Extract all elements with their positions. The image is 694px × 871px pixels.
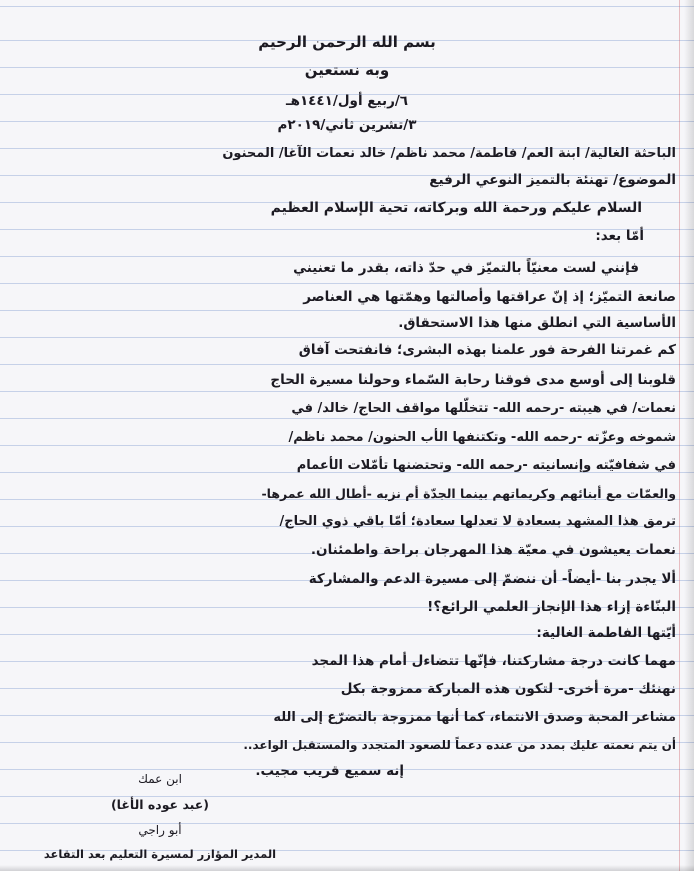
body-line-16: نهنئك -مرة أخرى- لتكون هذه المباركة ممزوجة بكل xyxy=(340,681,676,697)
body-line-19: إنه سميع قريب مجيب. xyxy=(255,763,404,779)
date-gregorian: ٣/تشرين ثاني/٢٠١٩م xyxy=(277,117,417,133)
body-line-2: صانعة التميّز؛ إذ إنّ عراقتها وأصالتها وهمّتها هي العناصر xyxy=(303,289,676,305)
closing: ابن عمك xyxy=(138,772,182,786)
body-line-18: أن يتم نعمته عليك بمدد من عنده دعماً للصعود المتجدد والمستقبل الواعد.. xyxy=(243,738,676,752)
basmala: بسم الله الرحمن الرحيم xyxy=(258,33,436,51)
sender-name: (عبد عوده الأغا) xyxy=(110,797,210,812)
body-line-5: قلوبنا إلى أوسع مدى فوقنا رحابة السّماء وحولنا مسيرة الحاج xyxy=(270,372,676,388)
body-line-13: البنّاءة إزاء هذا الإنجاز العلمي الرائع؟! xyxy=(427,599,676,615)
amma-baad: أمّا بعد: xyxy=(595,228,644,244)
body-line-10: ترمق هذا المشهد بسعادة لا تعدلها سعادة؛ أمّا باقي ذوي الحاج/ xyxy=(279,514,676,529)
sender-title: أبو راجي xyxy=(138,823,182,837)
body-line-8: في شفافيّته وإنسانيته -رحمه الله- وتحتضنها تأمّلات الأعمام xyxy=(296,458,676,473)
body-line-11: نعمات يعيشون في معيّة هذا المهرجان براحة واطمئنان. xyxy=(310,542,676,558)
invocation: وبه نستعين xyxy=(304,61,390,79)
subject-line: الموضوع/ تهنئة بالتميز النوعي الرفيع xyxy=(429,172,676,188)
paper-bottom-shadow xyxy=(0,865,694,871)
body-line-7: شموخه وعزّته -رحمه الله- وتكتنفها الأب الحنون/ محمد ناظم/ xyxy=(288,430,676,445)
greeting-line: السلام عليكم ورحمة الله وبركاته، تحية الإسلام العظيم xyxy=(270,200,642,216)
paper-edge-shadow xyxy=(684,0,694,871)
recipient-line: الباحثة الغالية/ ابنة العم/ فاطمة/ محمد ناظم/ خالد نعمات الآغا/ المحنون xyxy=(222,146,676,161)
sender-note: المدير المؤازر لمسيرة التعليم بعد التقاعد xyxy=(43,847,277,861)
date-hijri: ٦/ربيع أول/١٤٤١هـ xyxy=(285,93,409,109)
body-line-4: كم غمرتنا الفرحة فور علمنا بهذه البشرى؛ فانفتحت آفاق xyxy=(298,342,676,358)
body-line-1: فإنني لست معنيّاً بالتميّز في حدّ ذاته، بقدر ما تعنيني xyxy=(293,260,639,276)
body-line-6: نعمات/ في هيبته -رحمه الله- تتخلّلها مواقف الحاج/ خالد/ في xyxy=(291,401,676,416)
body-line-3: الأساسية التي انطلق منها هذا الاستحقاق. xyxy=(398,315,676,331)
body-line-15: مهما كانت درجة مشاركتنا، فإنّها تتضاءل أمام هذا المجد xyxy=(311,653,676,669)
body-line-17: مشاعر المحبة وصدق الانتماء، كما أنها ممزوجة بالتضرّع إلى الله xyxy=(273,710,676,725)
body-line-14: أيّتها الفاطمة الغالية: xyxy=(536,625,676,641)
body-line-9: والعمّات مع أبنائهم وكريماتهم بينما الجدّة أم نزيه -أطال الله عمرها- xyxy=(261,486,676,501)
body-line-12: ألا يجدر بنا -أيضاً- أن ننضمّ إلى مسيرة الدعم والمشاركة xyxy=(308,571,676,587)
